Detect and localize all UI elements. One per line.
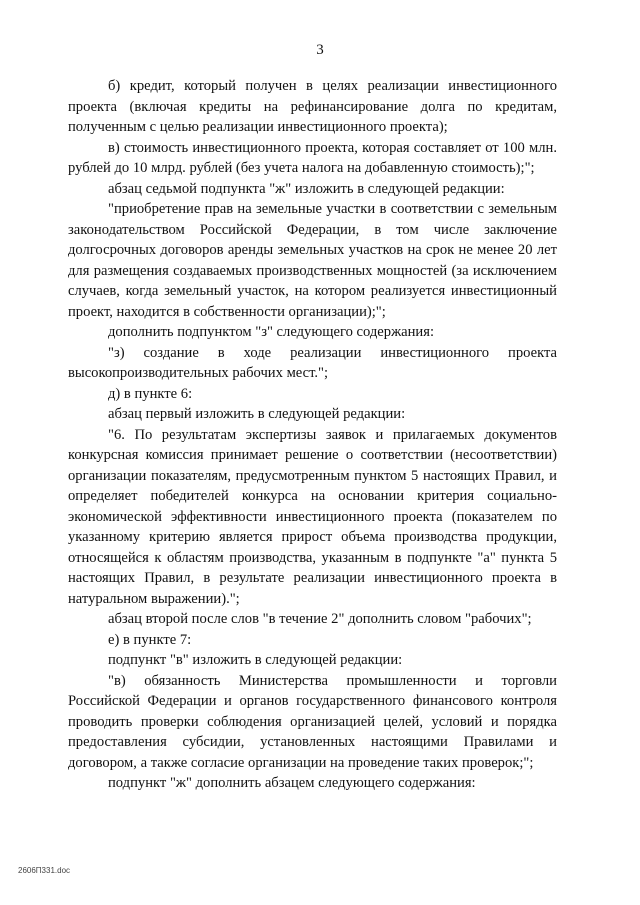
paragraph-item-d: д) в пункте 6:: [108, 385, 193, 402]
paragraph-item-v: в) стоимость инвестиционного проекта, которая составляет от 100 млн. рублей до 10 млрд. рублей (без учета налога на добавленную стоимость);";: [68, 139, 557, 176]
paragraph-first-abzac: абзац первый изложить в следующей редакции:: [108, 406, 406, 422]
paragraph-land-rights: "приобретение прав на земельные участки в соответствии с земельным законодательством Российской Федерации, в том числе заключение долгосрочных договоров аренды земельных участков на срок не менее 20 лет для размещения создаваемых производственных мощностей (за исключением случаев, когда земельный участок, на котором реализуется инвестиционный проект, находится в собственности организации);";: [68, 201, 557, 320]
paragraph-z-jobs: "з) создание в ходе реализации инвестиционного проекта высокопроизводительных рабочих мест.";: [68, 344, 557, 381]
paragraph-v-amend: подпункт "в" изложить в следующей редакции:: [108, 652, 403, 668]
paragraph-amend-zh-seventh: абзац седьмой подпункта "ж" изложить в следующей редакции:: [108, 180, 505, 197]
paragraph-second-abzac: абзац второй после слов "в течение 2" дополнить словом "рабочих";: [108, 611, 532, 627]
paragraph-add-z: дополнить подпунктом "з" следующего содержания:: [108, 324, 435, 340]
paragraph-v-obligation: "в) обязанность Министерства промышленности и торговли Российской Федерации и органов государственного финансового контроля проводить проверки соблюдения организацией целей, условий и порядка предоставления субсидии, установленных настоящими Правилами и договором, а также согласие организации на проведение таких проверок;";: [68, 672, 557, 771]
page-number: 3: [316, 42, 324, 58]
paragraph-zh-amend: подпункт "ж" дополнить абзацем следующего содержания:: [108, 775, 476, 791]
footer-filename: 2606П331.doc: [18, 866, 71, 875]
paragraph-item-b: б) кредит, который получен в целях реализации инвестиционного проекта (включая кредиты на рефинансирование долга по кредитам, полученным с целью реализации инвестиционного проекта);: [68, 78, 557, 135]
document-body: [68, 76, 557, 794]
paragraph-point-6: "6. По результатам экспертизы заявок и прилагаемых документов конкурсная комиссия принимает решение о соответствии (несоответствии) организации показателям, предусмотренным пунктом 5 настоящих Правил, и определяет победителей конкурса на основании критерия социально-экономической эффективности инвестиционного проекта (показателем по указанному критерию является прирост объема производства продукции, относящейся к областям производства, указанным в подпункте "а" пункта 5 настоящих Правил, в результате реализации инвестиционного проекта в натуральном выражении).";: [68, 426, 557, 607]
paragraph-item-e: е) в пункте 7:: [108, 631, 192, 648]
